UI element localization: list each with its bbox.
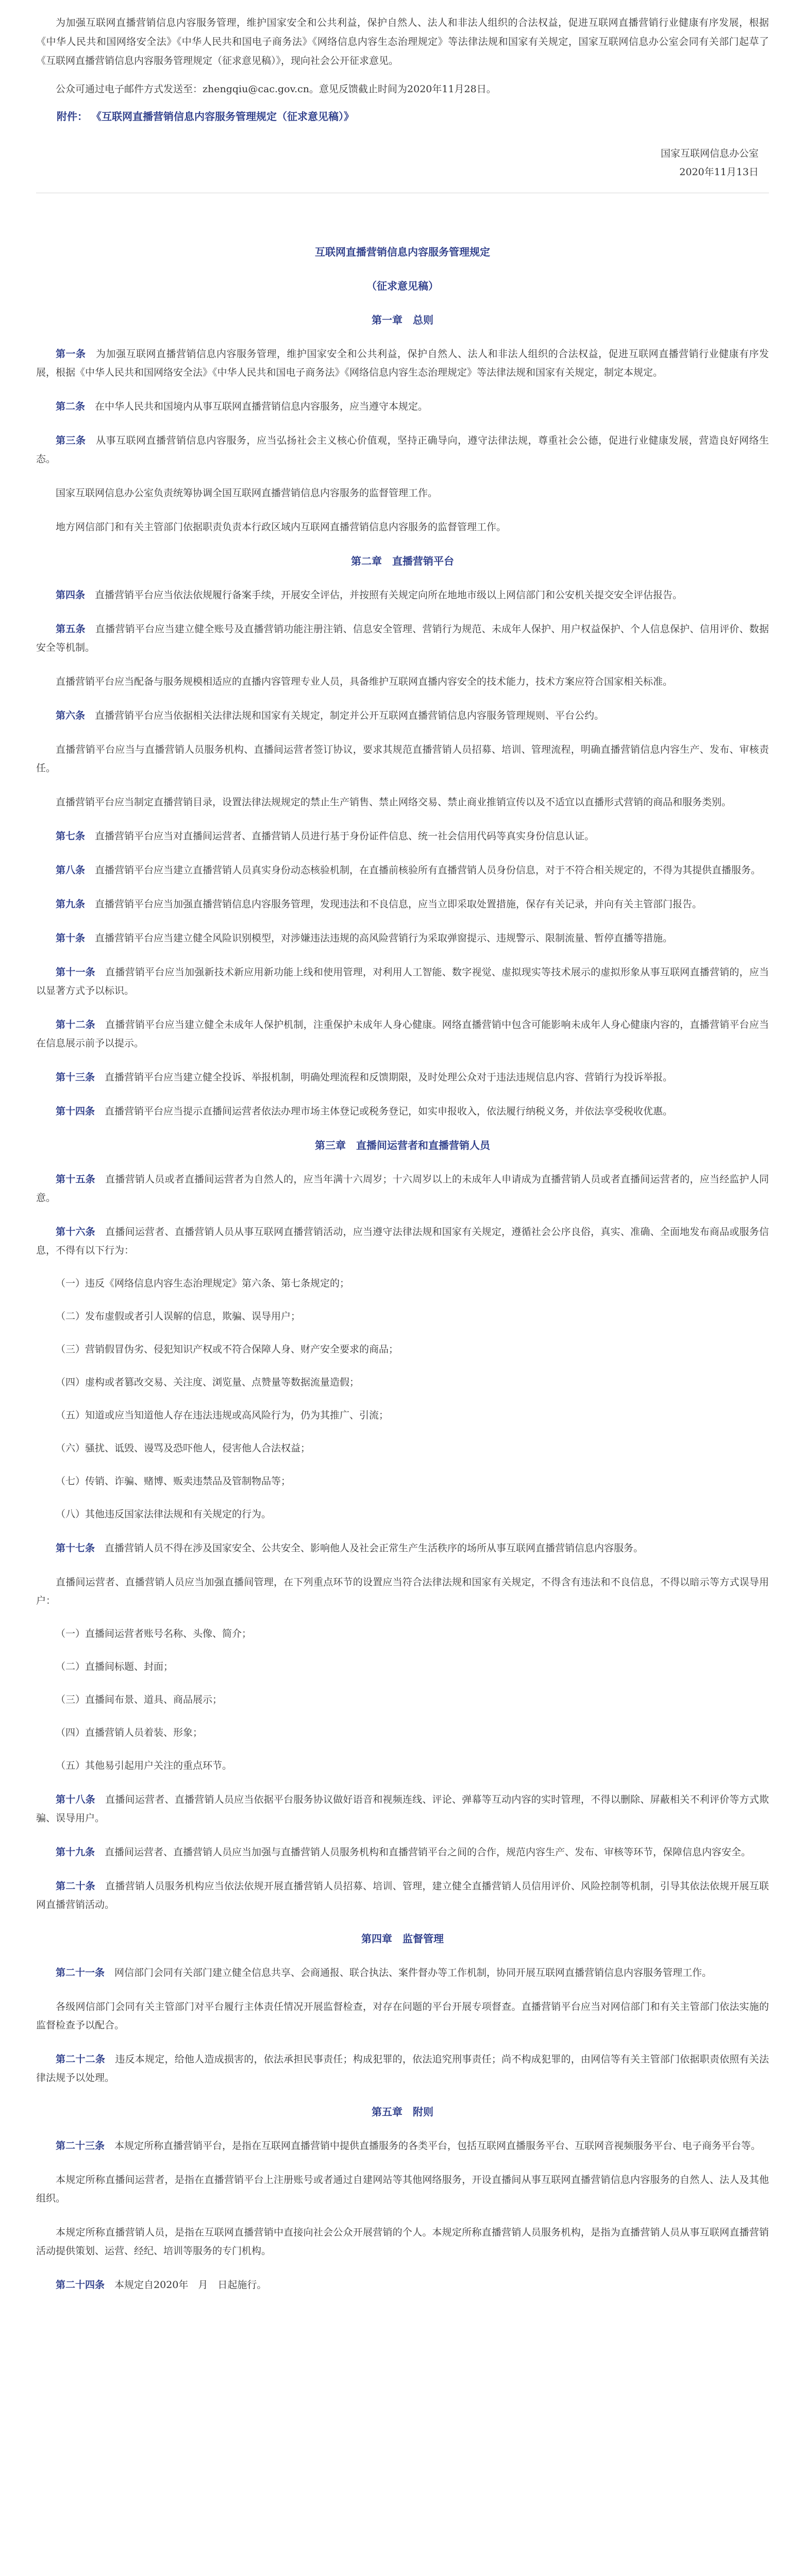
article-number: 第七条 <box>56 831 86 842</box>
intro-paragraph: 为加强互联网直播营销信息内容服务管理，维护国家安全和公共利益，保护自然人、法人和非法人组织的合法权益，促进互联网直播营销行业健康有序发展，根据《中华人民共和国网络安全法》《中华人民共和国电子商务法》《网络信息内容生态治理规定》等法律法规和国家有关规定，国家互联网信息办公室会同有关部门起草了《互联网直播营销信息内容服务管理规定（征求意见稿）》，现向社会公开征求意见。 <box>36 17 769 66</box>
list-item: （四）直播营销人员着装、形象； <box>56 1727 203 1738</box>
article-paragraph <box>36 1539 769 1557</box>
article-text: 为加强互联网直播营销信息内容服务管理，维护国家安全和公共利益，保护自然人、法人和非法人组织的合法权益，促进互联网直播营销行业健康有序发展，根据《中华人民共和国网络安全法》《中华人民共和国电子商务法》《网络信息内容生态治理规定》等法律法规和国家有关规定，制定本规定。 <box>36 348 769 378</box>
article-paragraph <box>36 1843 769 1861</box>
list-item: （二）直播间标题、封面； <box>56 1661 174 1672</box>
article-text: 本规定自2020年 月 日起施行。 <box>114 2279 267 2291</box>
article-paragraph <box>36 2276 769 2294</box>
article-text: 直播营销平台应当加强直播营销信息内容服务管理，发现违法和不良信息，应当立即采取处置措施，保存有关记录，并向有关主管部门报告。 <box>95 899 702 910</box>
body-paragraph: 地方网信部门和有关主管部门依据职责负责本行政区域内互联网直播营销信息内容服务的监督管理工作。 <box>56 521 507 533</box>
article-text: 直播营销平台应当建立直播营销人员真实身份动态核验机制，在直播前核验所有直播营销人员身份信息，对于不符合相关规定的，不得为其提供直播服务。 <box>95 865 761 876</box>
article-number: 第一条 <box>56 348 86 360</box>
article-number: 第九条 <box>56 899 86 910</box>
article-text: 直播营销平台应当提示直播间运营者依法办理市场主体登记或税务登记，如实申报收入，依法履行纳税义务，并依法享受税收优惠。 <box>105 1106 673 1117</box>
body-paragraph: 直播营销平台应当制定直播营销目录，设置法律法规规定的禁止生产销售、禁止网络交易、禁止商业推销宣传以及不适宜以直播形式营销的商品和服务类别。 <box>56 796 732 808</box>
article-text: 从事互联网直播营销信息内容服务，应当弘扬社会主义核心价值观，坚持正确导向，遵守法律法规，尊重社会公德，促进行业健康发展，营造良好网络生态。 <box>36 435 769 465</box>
list-item: （一）直播间运营者账号名称、头像、简介； <box>56 1628 252 1639</box>
list-item: （五）知道或应当知道他人存在违法违规或高风险行为，仍为其推广、引流； <box>56 1410 389 1421</box>
document-title: 互联网直播营销信息内容服务管理规定 <box>315 246 490 258</box>
article-number: 第二十条 <box>56 1880 95 1892</box>
list-item: （六）骚扰、诋毁、谩骂及恐吓他人，侵害他人合法权益； <box>56 1443 311 1454</box>
article-text: 直播营销平台应当建立健全风险识别模型，对涉嫌违法违规的高风险营销行为采取弹窗提示、违规警示、限制流量、暂停直播等措施。 <box>95 933 673 944</box>
article-text: 直播营销平台应当依法依规履行备案手续，开展安全评估，并按照有关规定向所在地地市级以上网信部门和公安机关提交安全评估报告。 <box>95 589 683 601</box>
article-text: 直播营销人员不得在涉及国家安全、公共安全、影响他人及社会正常生产生活秩序的场所从事互联网直播营销信息内容服务。 <box>105 1543 644 1554</box>
attachment-link[interactable]: 《互联网直播营销信息内容服务管理规定（征求意见稿）》 <box>91 110 354 123</box>
article-number: 第二条 <box>56 401 86 412</box>
document-body <box>36 311 769 2294</box>
chapter-heading: 第二章 直播营销平台 <box>351 555 454 567</box>
article-number: 第八条 <box>56 865 86 876</box>
article-text: 直播间运营者、直播营销人员应当加强与直播营销人员服务机构和直播营销平台之间的合作，规范内容生产、发布、审核等环节，保障信息内容安全。 <box>105 1846 751 1858</box>
announcement-intro <box>36 13 769 99</box>
article-text: 直播营销平台应当建立健全账号及直播营销功能注册注销、信息安全管理、营销行为规范、未成年人保护、用户权益保护、个人信息保护、信用评价、数据安全等机制。 <box>36 623 769 653</box>
chapter-heading: 第四章 监督管理 <box>361 1933 444 1945</box>
article-paragraph <box>36 1790 769 1827</box>
article-paragraph <box>36 620 769 657</box>
body-paragraph: 直播营销平台应当配备与服务规模相适应的直播内容管理专业人员，具备维护互联网直播内容安全的技术能力，技术方案应符合国家相关标准。 <box>56 676 673 687</box>
chapter-heading: 第三章 直播间运营者和直播营销人员 <box>315 1139 490 1151</box>
article-paragraph <box>36 397 769 416</box>
article-text: 直播营销平台应当对直播间运营者、直播营销人员进行基于身份证件信息、统一社会信用代码等真实身份信息认证。 <box>95 831 595 842</box>
article-paragraph <box>36 1963 769 1982</box>
article-number: 第二十三条 <box>56 2140 105 2151</box>
article-paragraph <box>36 895 769 913</box>
signature-date: 2020年11月13日 <box>679 166 759 178</box>
article-paragraph <box>36 2050 769 2087</box>
chapter-heading: 第五章 附则 <box>372 2106 433 2118</box>
article-paragraph <box>36 586 769 604</box>
article-text: 直播营销平台应当依据相关法律法规和国家有关规定，制定并公开互联网直播营销信息内容服务管理规则、平台公约。 <box>95 710 605 721</box>
list-item: （一）违反《网络信息内容生态治理规定》第六条、第七条规定的； <box>56 1278 350 1289</box>
article-paragraph <box>36 706 769 725</box>
article-number: 第三条 <box>56 435 86 446</box>
article-text: 直播间运营者、直播营销人员从事互联网直播营销活动，应当遵守法律法规和国家有关规定，遵循社会公序良俗，真实、准确、全面地发布商品或服务信息，不得有以下行为： <box>36 1226 769 1256</box>
article-text: 直播营销人员服务机构应当依法依规开展直播营销人员招募、培训、管理，建立健全直播营销人员信用评价、风险控制等机制，引导其依法依规开展互联网直播营销活动。 <box>36 1880 769 1910</box>
document-subtitle: （征求意见稿） <box>366 280 439 292</box>
article-text: 直播营销平台应当建立健全投诉、举报机制，明确处理流程和反馈期限，及时处理公众对于违法违规信息内容、营销行为投诉举报。 <box>105 1072 673 1083</box>
article-number: 第十七条 <box>56 1543 95 1554</box>
article-number: 第六条 <box>56 710 86 721</box>
article-text: 违反本规定，给他人造成损害的，依法承担民事责任；构成犯罪的，依法追究刑事责任；尚不构成犯罪的，由网信等有关主管部门依据职责依照有关法律法规予以处理。 <box>36 2054 769 2083</box>
article-number: 第十四条 <box>56 1106 95 1117</box>
article-paragraph <box>36 1068 769 1087</box>
article-paragraph <box>36 1170 769 1207</box>
attachment-line <box>36 107 769 126</box>
body-paragraph: 直播间运营者、直播营销人员应当加强直播间管理，在下列重点环节的设置应当符合法律法规和国家有关规定，不得含有违法和不良信息，不得以暗示等方式误导用户： <box>36 1577 769 1606</box>
body-paragraph: 国家互联网信息办公室负责统筹协调全国互联网直播营销信息内容服务的监督管理工作。 <box>56 487 438 499</box>
article-paragraph <box>36 431 769 468</box>
article-text: 直播营销人员或者直播间运营者为自然人的，应当年满十六周岁；十六周岁以上的未成年人申请成为直播营销人员或者直播间运营者的，应当经监护人同意。 <box>36 1174 769 1204</box>
article-text: 在中华人民共和国境内从事互联网直播营销信息内容服务，应当遵守本规定。 <box>95 401 428 412</box>
body-paragraph: 直播营销平台应当与直播营销人员服务机构、直播间运营者签订协议，要求其规范直播营销人员招募、培训、管理流程，明确直播营销信息内容生产、发布、审核责任。 <box>36 744 769 774</box>
article-number: 第五条 <box>56 623 86 635</box>
body-paragraph: 本规定所称直播间运营者，是指在直播营销平台上注册账号或者通过自建网站等其他网络服务，开设直播间从事互联网直播营销信息内容服务的自然人、法人及其他组织。 <box>36 2174 769 2204</box>
list-item: （二）发布虚假或者引人误解的信息，欺骗、误导用户； <box>56 1311 301 1322</box>
article-paragraph <box>36 1223 769 1260</box>
article-paragraph <box>36 827 769 845</box>
list-item: （五）其他易引起用户关注的重点环节。 <box>56 1760 232 1771</box>
article-number: 第十九条 <box>56 1846 95 1858</box>
article-number: 第十八条 <box>56 1794 95 1805</box>
article-number: 第十三条 <box>56 1072 95 1083</box>
article-number: 第二十四条 <box>56 2279 105 2291</box>
article-number: 第十五条 <box>56 1174 95 1185</box>
body-paragraph: 本规定所称直播营销人员，是指在互联网直播营销中直接向社会公众开展营销的个人。本规定所称直播营销人员服务机构，是指为直播营销人员从事互联网直播营销活动提供策划、运营、经纪、培训等服务的专门机构。 <box>36 2227 769 2257</box>
article-paragraph <box>36 2137 769 2155</box>
list-item: （四）虚构或者篡改交易、关注度、浏览量、点赞量等数据流量造假； <box>56 1377 360 1388</box>
article-paragraph <box>36 861 769 879</box>
article-paragraph <box>36 1015 769 1053</box>
article-text: 网信部门会同有关部门建立健全信息共享、会商通报、联合执法、案件督办等工作机制，协同开展互联网直播营销信息内容服务管理工作。 <box>114 1967 712 1978</box>
article-paragraph <box>36 963 769 1000</box>
article-text: 直播间运营者、直播营销人员应当依据平台服务协议做好语音和视频连线、评论、弹幕等互动内容的实时管理，不得以删除、屏蔽相关不利评价等方式欺骗、误导用户。 <box>36 1794 769 1824</box>
article-text: 直播营销平台应当加强新技术新应用新功能上线和使用管理，对利用人工智能、数字视觉、虚拟现实等技术展示的虚拟形象从事互联网直播营销的，应当以显著方式予以标识。 <box>36 967 769 996</box>
attachment-prefix: 附件： <box>57 110 88 123</box>
list-item: （八）其他违反国家法律法规和有关规定的行为。 <box>56 1509 272 1520</box>
article-number: 第二十二条 <box>56 2054 106 2065</box>
article-paragraph <box>36 1877 769 1914</box>
list-item: （七）传销、诈骗、赌博、贩卖违禁品及管制物品等； <box>56 1476 291 1487</box>
article-paragraph <box>36 345 769 382</box>
article-number: 第十二条 <box>56 1019 95 1030</box>
article-text: 直播营销平台应当建立健全未成年人保护机制，注重保护未成年人身心健康。网络直播营销中包含可能影响未成年人身心健康内容的，直播营销平台应当在信息展示前予以提示。 <box>36 1019 769 1049</box>
article-text: 本规定所称直播营销平台，是指在互联网直播营销中提供直播服务的各类平台，包括互联网直播服务平台、互联网音视频服务平台、电子商务平台等。 <box>114 2140 761 2151</box>
body-paragraph: 各级网信部门会同有关主管部门对平台履行主体责任情况开展监督检查，对存在问题的平台开展专项督查。直播营销平台应当对网信部门和有关主管部门依法实施的监督检查予以配合。 <box>36 2001 769 2031</box>
article-number: 第二十一条 <box>56 1967 105 1978</box>
article-number: 第十一条 <box>56 967 95 978</box>
article-paragraph <box>36 1102 769 1121</box>
article-number: 第十六条 <box>56 1226 95 1238</box>
article-paragraph <box>36 929 769 947</box>
list-item: （三）直播间布景、道具、商品展示； <box>56 1694 223 1705</box>
chapter-heading: 第一章 总则 <box>372 314 433 326</box>
article-number: 第十条 <box>56 933 86 944</box>
signature-org: 国家互联网信息办公室 <box>660 148 759 159</box>
feedback-email-line: 公众可通过电子邮件方式发送至：zhengqiu@cac.gov.cn。意见反馈截止时间为2020年11月28日。 <box>56 83 496 95</box>
article-number: 第四条 <box>56 589 86 601</box>
list-item: （三）营销假冒伪劣、侵犯知识产权或不符合保障人身、财产安全要求的商品； <box>56 1344 399 1355</box>
